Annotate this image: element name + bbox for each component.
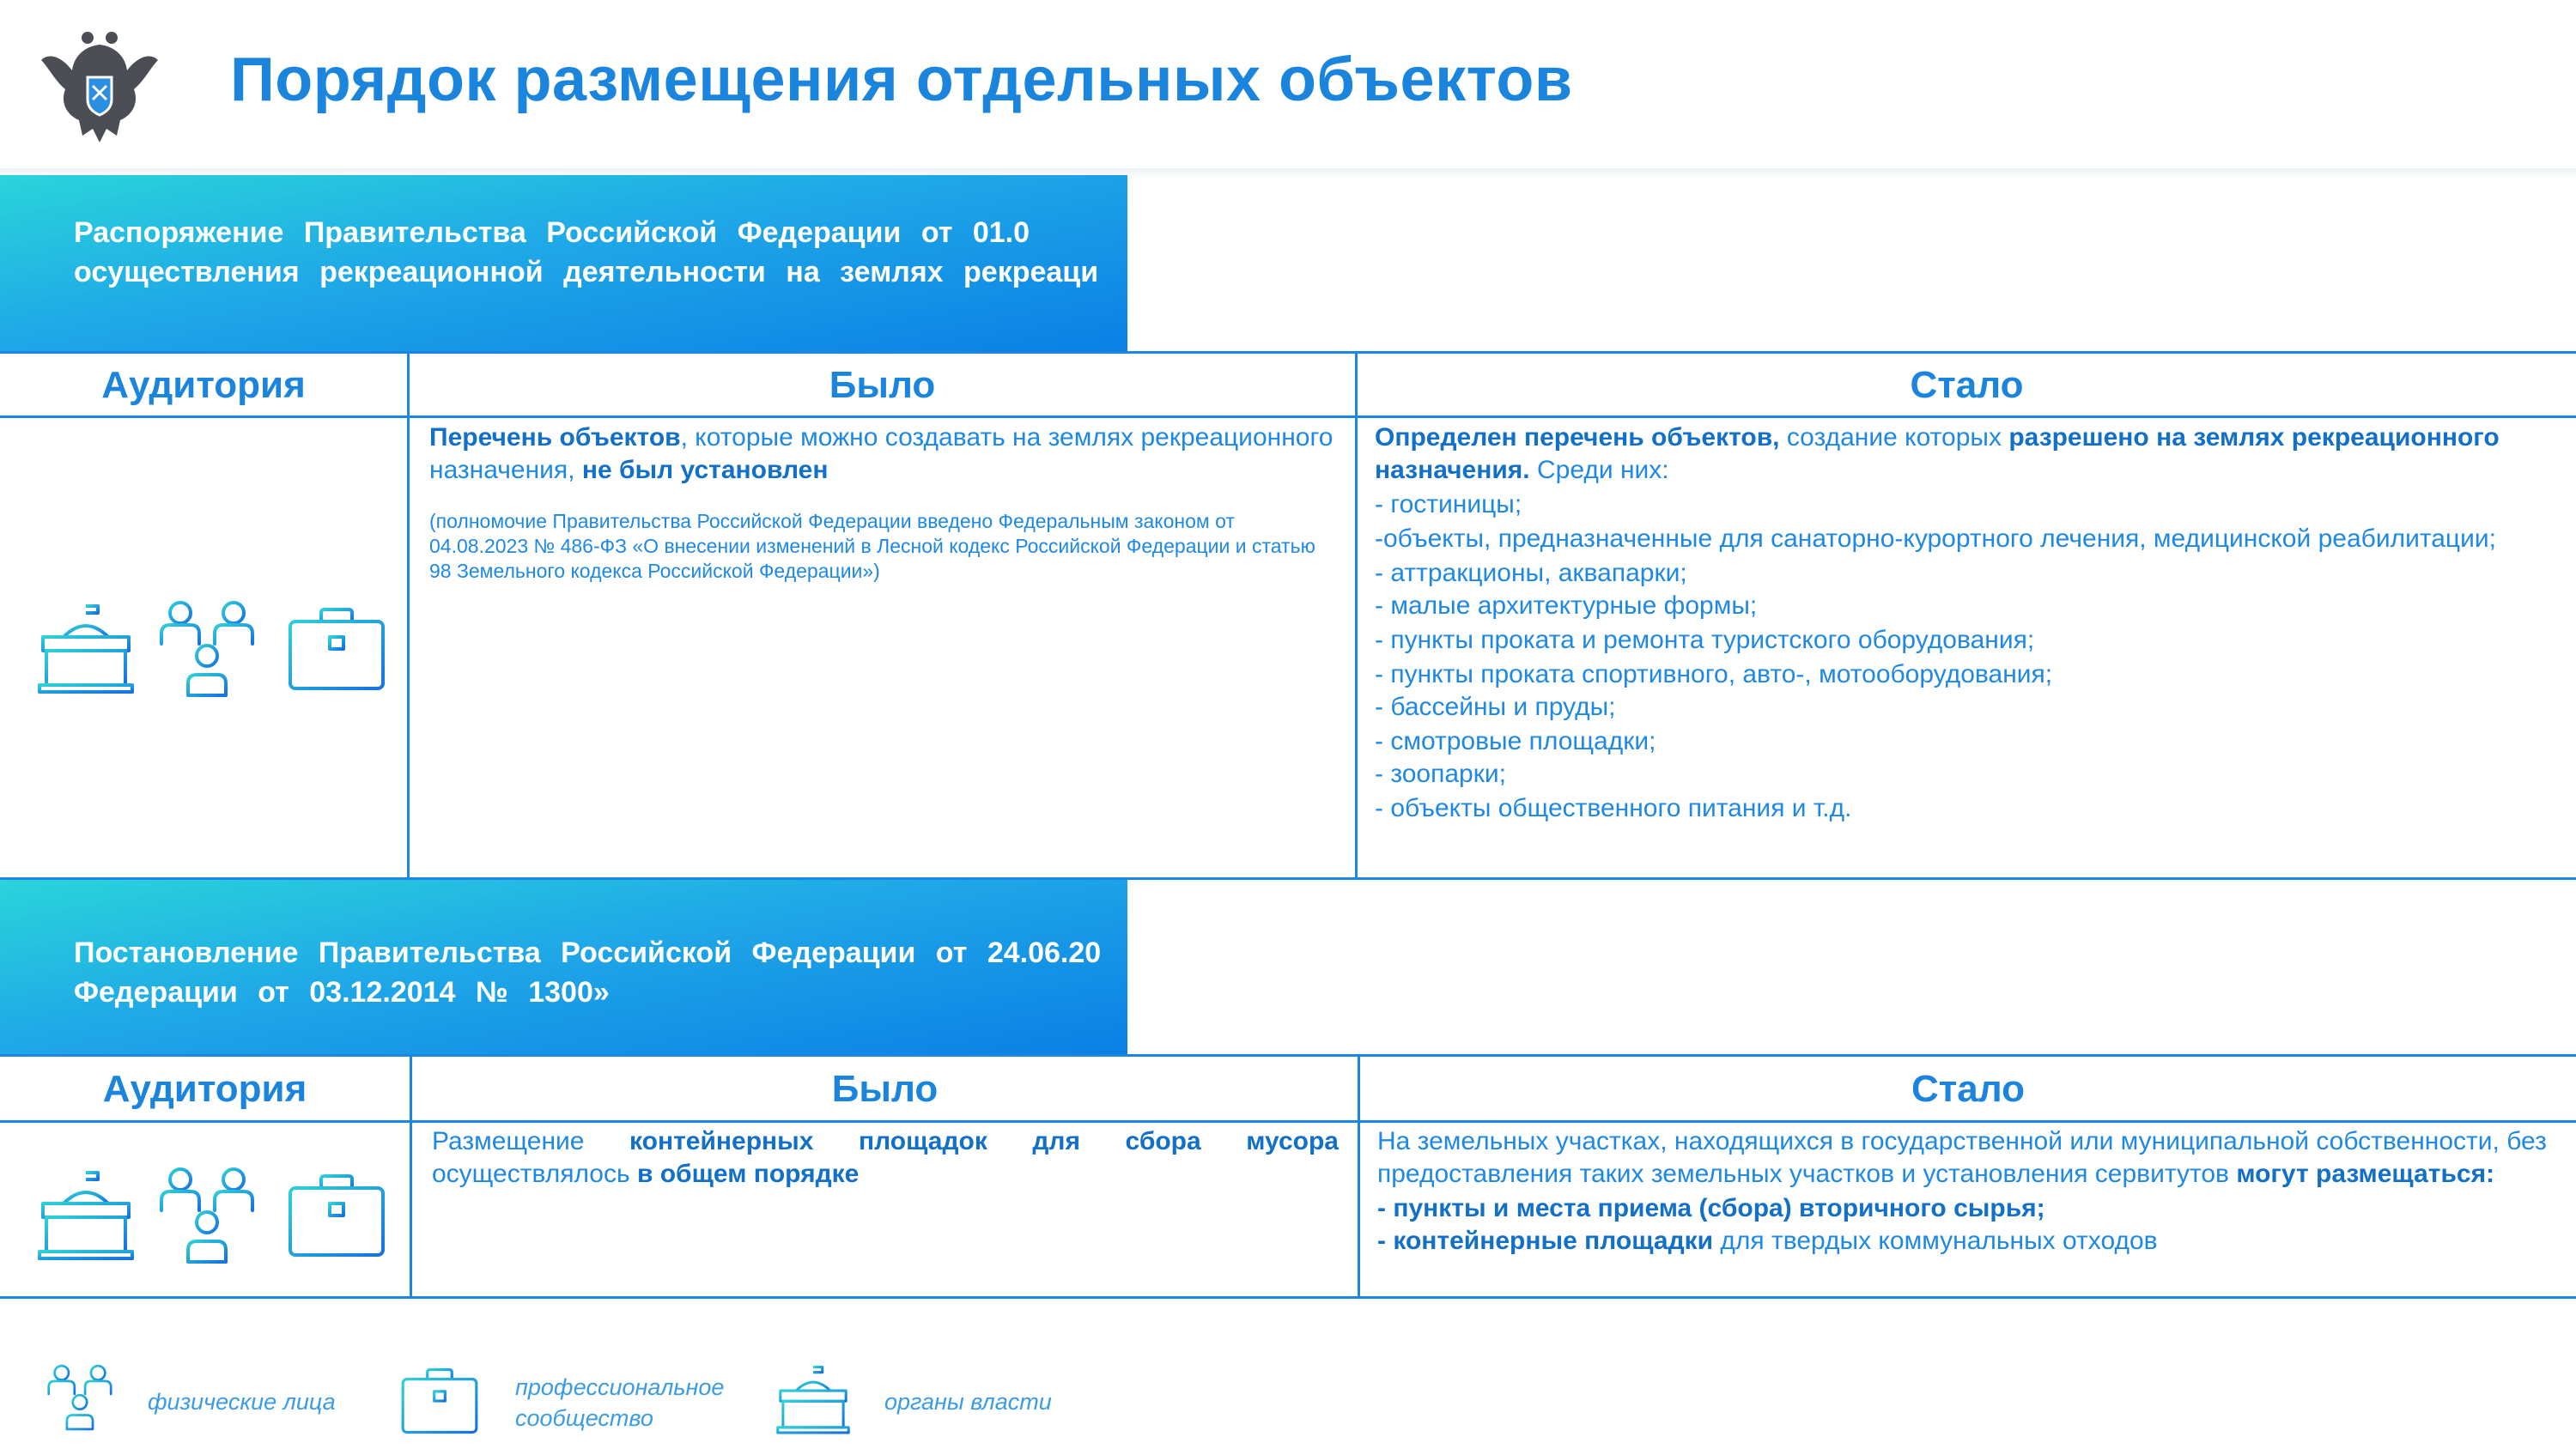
- section2-col-became: Стало: [1911, 1068, 2026, 1110]
- briefcase-icon: [400, 1367, 479, 1435]
- people-group-icon: [158, 599, 261, 699]
- page-title: Порядок размещения отдельных объектов: [230, 45, 1573, 114]
- list-item: - смотровые площадки;: [1375, 727, 1656, 755]
- list-item: - пункты проката спортивного, авто-, мотооборудования;: [1375, 660, 2053, 688]
- list-item: - бассейны и пруды;: [1375, 693, 1616, 721]
- list-item: - зоопарки;: [1375, 760, 1506, 788]
- section2-banner-line1: Постановление Правительства Российской Федерации от 24.06.20: [74, 937, 1102, 969]
- government-building-icon: [776, 1363, 850, 1435]
- section2-was-cell: Размещение контейнерных площадок для сбора мусора осуществлялось в общем порядке: [432, 1127, 1339, 1188]
- list-item: - малые архитектурные формы;: [1375, 591, 1758, 620]
- section1-banner-line1: Распоряжение Правительства Российской Федерации от 01.0: [74, 216, 1030, 249]
- list-item: - гостиницы;: [1375, 490, 1522, 518]
- list-item: - пункты и места приема (сбора) вторичного сырья;: [1377, 1194, 2045, 1222]
- list-item: - пункты проката и ремонта туристского оборудования;: [1375, 626, 2035, 654]
- briefcase-icon: [287, 606, 386, 692]
- section2-became-cell: На земельных участках, находящихся в государственной или муниципальной собственности, без предоставления таких земельных участков и установления сервитутов могут размещаться: - пункты и места приема (сбора) вторичного сырья; - контейнерные площадки для твердых коммунальных отходов: [1377, 1125, 2562, 1258]
- section1-col-audience: Аудитория: [101, 364, 306, 406]
- section1-became-cell: Определен перечень объектов, создание которых разрешено на землях рекреационного назначения. Среди них: - гостиницы; -объекты, предназначенные для санаторно-курортного лечения, медицинской реабилитации; - аттракционы, аквапарки; - малые архитектурные формы; - пункты проката и ремонта туристского оборудования; - пункты проката спортивного, авто-, мотооборудования; - бассейны и пруды; - смотровые площадки; - зоопарки; - объекты общественного питания и т.д.: [1375, 421, 2560, 825]
- section1-banner-line2: осуществления рекреационной деятельности на землях рекреаци: [74, 256, 1099, 288]
- list-item: - аттракционы, аквапарки;: [1375, 559, 1687, 587]
- section1-col-was: Было: [829, 364, 936, 406]
- section2-col-audience: Аудитория: [102, 1068, 307, 1110]
- emblem-icon: [39, 29, 160, 144]
- list-item: -объекты, предназначенные для санаторно-курортного лечения, медицинской реабилитации;: [1375, 524, 2496, 553]
- legend-individuals: физические лица: [148, 1389, 336, 1415]
- people-group-icon: [46, 1363, 117, 1432]
- list-item: - контейнерные площадки для твердых коммунальных отходов: [1377, 1227, 2158, 1255]
- section1-banner: [0, 175, 1127, 354]
- legend-professional: профессиональное сообщество: [515, 1374, 725, 1431]
- section1-col-became: Стало: [1910, 364, 2024, 406]
- section1-was-cell: Перечень объектов, которые можно создавать на землях рекреационного назначения, не был установлен (полномочие Правительства Российской Федерации введено Федеральным законом от 04.08.2023 № 486-ФЗ «О внесении изменений в Лесной кодекс Российской Федерации и статью 98 Земельного кодекса Российской Федерации»): [429, 421, 1338, 584]
- legend-authorities: органы власти: [884, 1389, 1052, 1415]
- section2-col-was: Было: [831, 1068, 939, 1110]
- section2-banner: [0, 880, 1127, 1056]
- government-building-icon: [38, 1167, 134, 1262]
- list-item: - объекты общественного питания и т.д.: [1375, 794, 1852, 822]
- briefcase-icon: [287, 1173, 386, 1258]
- people-group-icon: [158, 1166, 261, 1265]
- section2-banner-line2: Федерации от 03.12.2014 № 1300»: [74, 976, 610, 1009]
- legal-note: (полномочие Правительства Российской Федерации введено Федеральным законом от 04.08.2023 № 486-ФЗ «О внесении изменений в Лесной кодекс Российской Федерации и статью 98 Земельного кодекса Российской Федерации»): [429, 510, 1315, 582]
- government-building-icon: [38, 601, 134, 695]
